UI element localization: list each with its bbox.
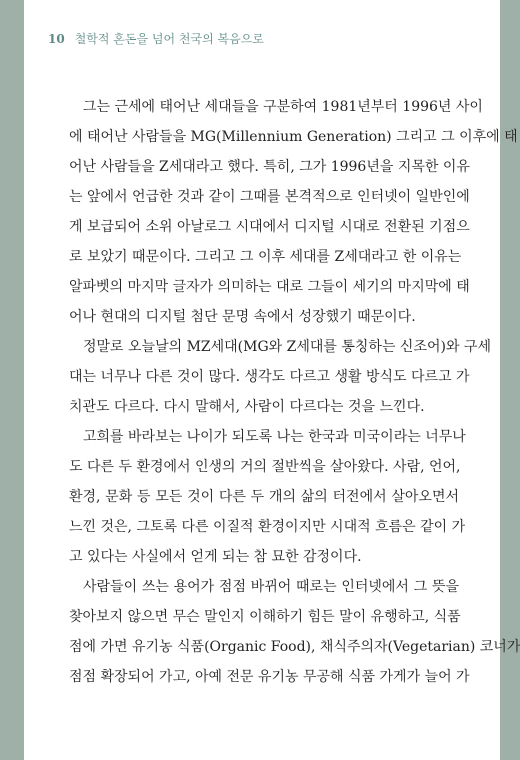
text-line: 찾아보지 않으면 무슨 말인지 이해하기 힘든 말이 유행하고, 식품 — [69, 609, 461, 625]
text-line: 알파벳의 마지막 글자가 의미하는 대로 그들이 세기의 마지막에 태 — [69, 279, 470, 295]
text-line: 어난 사람들을 Z세대라고 했다. 특히, 그가 1996년을 지목한 이유 — [69, 159, 470, 175]
text-line: 게 보급되어 소위 아날로그 시대에서 디지털 시대로 전환된 기점으 — [69, 219, 470, 235]
text-line: 점점 확장되어 가고, 아예 전문 유기농 무공해 식품 가게가 늘어 가 — [69, 669, 470, 685]
text-line: 고 있다는 사실에서 얻게 되는 참 묘한 감정이다. — [69, 549, 362, 565]
text-line: 정말로 오늘날의 MZ세대(MG와 Z세대를 통칭하는 신조어)와 구세 — [83, 339, 491, 355]
text-line: 사람들이 쓰는 용어가 점점 바뀌어 때로는 인터넷에서 그 뜻을 — [83, 579, 459, 595]
text-line: 점에 가면 유기농 식품(Organic Food), 채식주의자(Vegetarian) 코너가 — [69, 639, 520, 655]
text-line: 로 보았기 때문이다. 그리고 그 이후 세대를 Z세대라고 한 이유는 — [69, 249, 462, 265]
page-number: 10 — [48, 32, 65, 46]
text-line: 느낀 것은, 그토록 다른 이질적 환경이지만 시대적 흐름은 같이 가 — [69, 519, 466, 535]
paragraph-1 — [69, 92, 518, 332]
text-line: 도 다른 두 환경에서 인생의 거의 절반씩을 살아왔다. 사람, 언어, — [69, 459, 461, 475]
paragraph-3 — [69, 422, 466, 572]
text-line: 그는 근세에 태어난 세대들을 구분하여 1981년부터 1996년 사이 — [83, 99, 483, 115]
text-line: 고희를 바라보는 나이가 되도록 나는 한국과 미국이라는 너무나 — [83, 429, 466, 445]
running-head — [48, 30, 264, 47]
text-line: 어나 현대의 디지털 첨단 문명 속에서 성장했기 때문이다. — [69, 309, 416, 325]
paragraph-2 — [69, 332, 491, 422]
body-text — [69, 92, 520, 692]
text-line: 대는 너무나 다른 것이 많다. 생각도 다르고 생활 방식도 다르고 가 — [69, 369, 470, 385]
text-line: 는 앞에서 언급한 것과 같이 그때를 본격적으로 인터넷이 일반인에 — [69, 189, 470, 205]
running-title: 철학적 혼돈을 넘어 천국의 복음으로 — [74, 32, 264, 46]
text-line: 환경, 문화 등 모든 것이 다른 두 개의 삶의 터전에서 살아오면서 — [69, 489, 459, 505]
paragraph-4 — [69, 572, 520, 692]
book-page — [24, 0, 520, 760]
text-line: 치관도 다르다. 다시 말해서, 사람이 다르다는 것을 느낀다. — [69, 399, 425, 415]
text-line: 에 태어난 사람들을 MG(Millennium Generation) 그리고 그 이후에 태 — [69, 129, 518, 145]
